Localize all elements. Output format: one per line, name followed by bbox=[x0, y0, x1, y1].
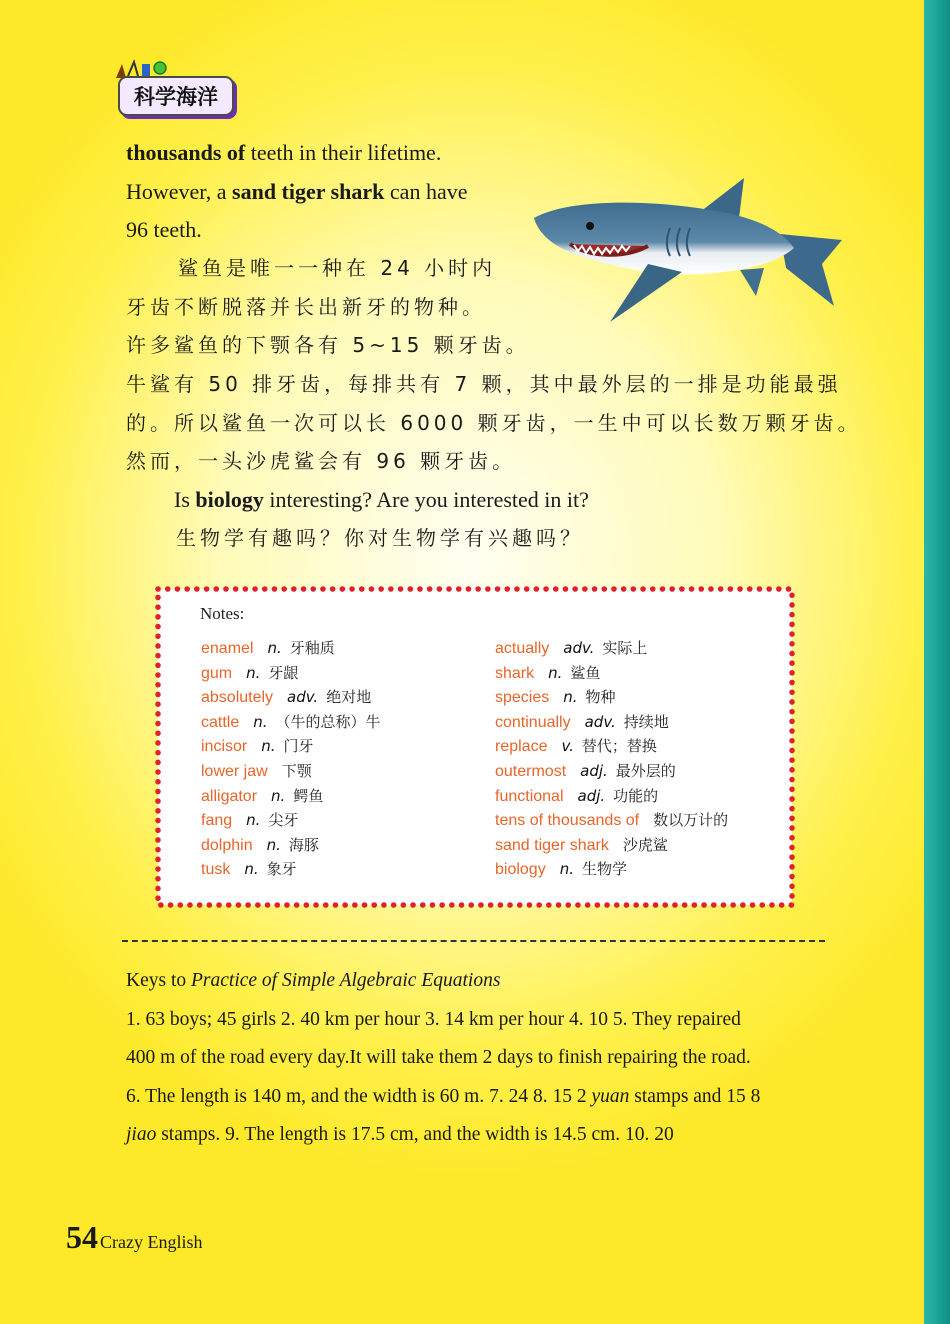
vocab-item bbox=[495, 784, 795, 809]
page-number: 54 bbox=[66, 1219, 98, 1255]
vocab-item bbox=[201, 734, 501, 759]
bold-phrase: biology bbox=[195, 487, 264, 512]
vocab-word: continually bbox=[495, 713, 571, 731]
vocab-item bbox=[201, 833, 501, 858]
vocab-column-left bbox=[201, 636, 501, 882]
notes-title: Notes: bbox=[200, 604, 245, 623]
vocab-word: biology bbox=[495, 861, 546, 879]
text-run: interesting? Are you interested in it? bbox=[263, 487, 589, 512]
vocab-item bbox=[495, 661, 795, 686]
vocab-part-of-speech: v. bbox=[561, 737, 574, 756]
vocab-part-of-speech: n. bbox=[548, 663, 563, 682]
text-run: stamps and 15 8 bbox=[629, 1085, 761, 1107]
vocab-meaning: 鳄鱼 bbox=[293, 786, 324, 805]
vocab-part-of-speech: n. bbox=[246, 811, 261, 830]
text-run: 牙齿不断脱落并长出新牙的物种。 bbox=[126, 294, 486, 319]
italic-word: yuan bbox=[591, 1085, 630, 1107]
vocab-meaning: 绝对地 bbox=[326, 688, 372, 707]
vocab-part-of-speech: n. bbox=[267, 639, 282, 657]
section-badge: 科学海洋 bbox=[118, 76, 234, 116]
vocab-item bbox=[201, 784, 501, 809]
vocab-word: cattle bbox=[201, 713, 240, 731]
vocab-meaning: 牙龈 bbox=[268, 663, 299, 682]
vocab-meaning: 数以万计的 bbox=[653, 811, 729, 830]
vocab-meaning: 替代；替换 bbox=[581, 737, 657, 756]
vocab-meaning: 生物学 bbox=[581, 860, 627, 879]
vocab-word: gum bbox=[201, 664, 233, 682]
bold-phrase: thousands of bbox=[126, 140, 246, 165]
text-run: 400 m of the road every day.It will take them 2 days to finish repairing the road. bbox=[126, 1047, 751, 1069]
italic-title: Practice of Simple Algebraic Equations bbox=[191, 970, 501, 991]
italic-word: jiao bbox=[126, 1124, 157, 1146]
text-run: Keys to bbox=[126, 970, 191, 991]
vocab-meaning: 门牙 bbox=[283, 737, 314, 756]
vocab-meaning: 持续地 bbox=[623, 712, 669, 731]
vocab-meaning: （牛的总称）牛 bbox=[275, 712, 381, 731]
chinese-paragraph-top bbox=[126, 249, 530, 365]
vocab-meaning: 牙釉质 bbox=[289, 639, 335, 657]
vocab-meaning: 尖牙 bbox=[268, 811, 299, 830]
text-run: 的。所以鲨鱼一次可以长 6000 颗牙齿，一生中可以长数万颗牙齿。 bbox=[126, 410, 862, 435]
vocab-meaning: 下颚 bbox=[281, 761, 312, 780]
vocab-word: replace bbox=[495, 738, 548, 756]
vocab-word: enamel bbox=[201, 640, 254, 657]
vocab-item bbox=[495, 710, 795, 735]
vocab-item bbox=[201, 808, 501, 833]
text-run: 然而，一头沙虎鲨会有 96 颗牙齿。 bbox=[126, 449, 517, 473]
vocab-part-of-speech: adj. bbox=[580, 761, 608, 780]
vocab-item bbox=[495, 759, 795, 784]
vocab-item bbox=[201, 636, 501, 661]
vocab-part-of-speech: adv. bbox=[584, 712, 616, 731]
text-run: can have bbox=[384, 178, 468, 204]
vocab-meaning: 象牙 bbox=[266, 860, 297, 879]
vocab-part-of-speech: n. bbox=[266, 835, 281, 854]
vocab-word: lower jaw bbox=[201, 762, 268, 780]
vocab-word: dolphin bbox=[201, 836, 253, 854]
page-footer bbox=[66, 1219, 202, 1256]
text-run: 96 teeth. bbox=[126, 217, 202, 242]
vocab-item bbox=[495, 808, 795, 833]
vocab-word: tusk bbox=[201, 861, 231, 879]
vocab-part-of-speech: n. bbox=[271, 786, 286, 805]
vocab-item bbox=[495, 685, 795, 710]
text-run: stamps. 9. The length is 17.5 cm, and the width is 14.5 cm. 10. 20 bbox=[156, 1124, 674, 1146]
english-paragraph bbox=[126, 134, 516, 250]
vocab-part-of-speech: adj. bbox=[577, 786, 606, 805]
vocab-item bbox=[495, 833, 795, 858]
vocab-word: incisor bbox=[201, 738, 248, 756]
vocab-part-of-speech: n. bbox=[253, 712, 268, 731]
vocab-meaning: 实际上 bbox=[602, 639, 648, 657]
vocab-word: shark bbox=[495, 664, 535, 682]
vocab-word: fang bbox=[201, 812, 233, 830]
vocab-meaning: 沙虎鲨 bbox=[622, 835, 668, 854]
page-edge-strip bbox=[924, 0, 950, 1324]
vocab-word: absolutely bbox=[201, 689, 274, 707]
shark-illustration bbox=[530, 172, 850, 347]
vocab-part-of-speech: n. bbox=[559, 860, 574, 879]
vocab-meaning: 物种 bbox=[585, 688, 616, 707]
answer-keys bbox=[126, 962, 846, 1155]
vocab-item bbox=[201, 857, 501, 882]
text-run: 牛鲨有 50 排牙齿，每排共有 7 颗，其中最外层的一排是功能最强 bbox=[126, 372, 842, 396]
vocab-meaning: 海豚 bbox=[288, 835, 319, 854]
text-run: teeth in their lifetime. bbox=[245, 140, 442, 165]
vocab-meaning: 鲨鱼 bbox=[570, 663, 601, 682]
vocab-part-of-speech: adv. bbox=[287, 688, 319, 707]
vocab-part-of-speech: n. bbox=[244, 860, 259, 879]
text-run: 1. 63 boys; 45 girls 2. 40 km per hour 3. 14 km per hour 4. 10 5. They repaired bbox=[126, 1008, 741, 1030]
vocab-item bbox=[201, 710, 501, 735]
bold-phrase: sand tiger shark bbox=[232, 178, 385, 204]
chinese-paragraph-bottom bbox=[126, 365, 862, 481]
vocab-word: species bbox=[495, 689, 550, 707]
vocab-item bbox=[495, 857, 795, 882]
vocab-word: tens of thousands of bbox=[495, 812, 640, 830]
vocab-item bbox=[201, 661, 501, 686]
vocab-word: actually bbox=[495, 640, 550, 657]
text-run: Is bbox=[174, 487, 196, 512]
question-chinese: 生物学有趣吗？你对生物学有兴趣吗？ bbox=[176, 526, 584, 550]
vocab-part-of-speech: adv. bbox=[563, 639, 595, 657]
vocab-item bbox=[495, 636, 795, 661]
text-run: 6. The length is 140 m, and the width is 60 m. 7. 24 8. 15 2 bbox=[126, 1085, 592, 1107]
question-english bbox=[174, 481, 774, 520]
vocab-word: alligator bbox=[201, 787, 258, 805]
vocab-word: outermost bbox=[495, 762, 567, 780]
magazine-name: Crazy English bbox=[100, 1232, 203, 1252]
text-run: 许多鲨鱼的下颚各有 5~15 颗牙齿。 bbox=[126, 333, 530, 357]
vocab-column-right bbox=[495, 636, 795, 882]
text-run: 鲨鱼是唯一一种在 24 小时内 bbox=[178, 256, 497, 280]
vocab-word: sand tiger shark bbox=[495, 836, 609, 854]
vocab-meaning: 最外层的 bbox=[615, 761, 676, 780]
vocab-item bbox=[495, 734, 795, 759]
vocab-item bbox=[201, 685, 501, 710]
vocab-meaning: 功能的 bbox=[613, 786, 659, 805]
vocab-part-of-speech: n. bbox=[246, 663, 261, 682]
vocab-part-of-speech: n. bbox=[261, 737, 276, 756]
vocab-word: functional bbox=[495, 787, 564, 805]
vocab-item bbox=[201, 759, 501, 784]
section-divider bbox=[122, 940, 825, 942]
text-run: However, a bbox=[126, 178, 233, 204]
vocab-part-of-speech: n. bbox=[563, 688, 578, 707]
